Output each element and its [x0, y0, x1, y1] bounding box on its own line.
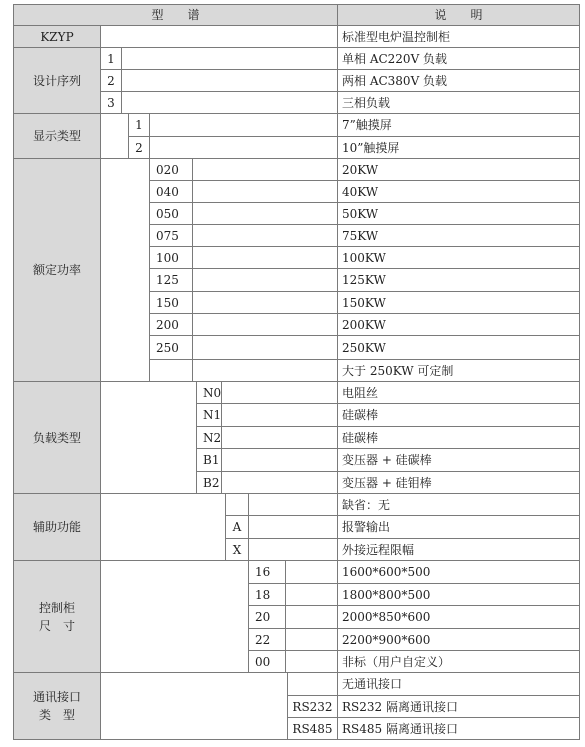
desc-cell: 2000*850*600	[337, 605, 580, 629]
filler-cell	[285, 650, 338, 673]
code-cell: 100	[149, 246, 193, 269]
code-cell: 075	[149, 224, 193, 247]
spacer-cell	[100, 493, 226, 561]
code-cell: 1	[128, 113, 150, 137]
desc-cell: 硅碳棒	[337, 403, 580, 427]
code-cell: 2	[128, 136, 150, 159]
group-line: 控制柜	[38, 600, 75, 615]
filler-cell	[285, 605, 338, 629]
code-cell: 125	[149, 268, 193, 292]
desc-cell: 200KW	[337, 313, 580, 336]
filler-cell	[192, 291, 338, 314]
group-rated-power: 额定功率	[13, 158, 101, 382]
spacer-cell	[100, 672, 288, 740]
group-line: 通讯接口	[32, 690, 81, 704]
desc-cell: 125KW	[337, 268, 580, 292]
desc-cell: 2200*900*600	[337, 628, 580, 651]
desc-cell: 250KW	[337, 335, 580, 360]
desc-cell: 20KW	[337, 158, 580, 181]
filler-cell	[192, 268, 338, 292]
code-cell: N1	[196, 403, 222, 427]
group-cabinet-size	[13, 560, 101, 673]
desc-cell: 变压器 + 硅碳棒	[337, 448, 580, 472]
desc-cell: 外接远程限幅	[337, 538, 580, 561]
code-cell: X	[225, 538, 249, 561]
filler-cell	[285, 583, 338, 606]
desc-cell: 无通讯接口	[337, 672, 580, 696]
filler-cell	[192, 335, 338, 360]
header-model-spec: 型 谱	[13, 4, 338, 26]
group-comm-interface	[13, 672, 101, 740]
code-cell: 200	[149, 313, 193, 336]
desc-cell: 1800*800*500	[337, 583, 580, 606]
spacer-cell	[100, 560, 249, 673]
desc-cell: 150KW	[337, 291, 580, 314]
base-model-filler	[100, 25, 338, 48]
group-line: 尺 寸	[38, 618, 75, 633]
code-cell: 3	[100, 91, 122, 114]
code-cell: 18	[248, 583, 286, 606]
code-cell: 150	[149, 291, 193, 314]
desc-cell: 1600*600*500	[337, 560, 580, 584]
filler-cell	[221, 426, 338, 449]
code-cell: N2	[196, 426, 222, 449]
group-auxiliary-function: 辅助功能	[13, 493, 101, 561]
filler-cell	[248, 493, 338, 516]
filler-cell	[285, 628, 338, 651]
filler-cell	[221, 471, 338, 494]
code-cell: RS485	[287, 717, 338, 740]
code-cell	[225, 493, 249, 516]
desc-cell: 7”触摸屏	[337, 113, 580, 137]
desc-cell: 100KW	[337, 246, 580, 269]
filler-cell	[192, 313, 338, 336]
filler-cell	[192, 158, 338, 181]
code-cell: N0	[196, 381, 222, 404]
desc-cell: 10”触摸屏	[337, 136, 580, 159]
header-description: 说 明	[337, 4, 580, 26]
base-model-desc: 标准型电炉温控制柜	[337, 25, 580, 48]
group-display-type: 显示类型	[13, 113, 101, 159]
code-cell: A	[225, 515, 249, 539]
desc-cell: 缺省：无	[337, 493, 580, 516]
desc-cell: 电阻丝	[337, 381, 580, 404]
group-line: 类 型	[38, 708, 75, 722]
filler-cell	[248, 538, 338, 561]
desc-cell: 硅碳棒	[337, 426, 580, 449]
code-cell: 020	[149, 158, 193, 181]
desc-cell: 50KW	[337, 202, 580, 225]
group-load-type: 负载类型	[13, 381, 101, 494]
filler-cell	[121, 69, 338, 92]
base-model-code: KZYP	[13, 25, 101, 48]
filler-cell	[121, 91, 338, 114]
code-cell: 2	[100, 69, 122, 92]
filler-cell	[121, 47, 338, 70]
code-cell: B2	[196, 471, 222, 494]
desc-cell: 75KW	[337, 224, 580, 247]
filler-cell	[221, 403, 338, 427]
desc-cell: 单相 AC220V 负载	[337, 47, 580, 70]
code-cell: 16	[248, 560, 286, 584]
desc-cell: RS485 隔离通讯接口	[337, 717, 580, 740]
code-cell: 20	[248, 605, 286, 629]
desc-cell: 非标（用户自定义）	[337, 650, 580, 673]
code-cell: 00	[248, 650, 286, 673]
filler-cell	[248, 515, 338, 539]
spacer-cell	[100, 113, 129, 159]
code-cell: 250	[149, 335, 193, 360]
filler-cell	[192, 224, 338, 247]
filler-cell	[285, 560, 338, 584]
desc-cell: 两相 AC380V 负载	[337, 69, 580, 92]
spacer-cell	[100, 158, 150, 382]
code-cell: 1	[100, 47, 122, 70]
filler-cell	[192, 359, 338, 382]
spacer-cell	[100, 381, 197, 494]
desc-cell: 大于 250KW 可定制	[337, 359, 580, 382]
code-cell: RS232	[287, 695, 338, 718]
filler-cell	[149, 136, 338, 159]
filler-cell	[192, 180, 338, 203]
group-design-series: 设计序列	[13, 47, 101, 114]
desc-cell: 40KW	[337, 180, 580, 203]
code-cell	[149, 359, 193, 382]
filler-cell	[149, 113, 338, 137]
code-cell: 040	[149, 180, 193, 203]
desc-cell: 变压器 + 硅钼棒	[337, 471, 580, 494]
desc-cell: 三相负载	[337, 91, 580, 114]
filler-cell	[221, 381, 338, 404]
desc-cell: RS232 隔离通讯接口	[337, 695, 580, 718]
code-cell: B1	[196, 448, 222, 472]
desc-cell: 报警输出	[337, 515, 580, 539]
code-cell: 050	[149, 202, 193, 225]
code-cell	[287, 672, 338, 696]
code-cell: 22	[248, 628, 286, 651]
filler-cell	[192, 202, 338, 225]
filler-cell	[221, 448, 338, 472]
filler-cell	[192, 246, 338, 269]
